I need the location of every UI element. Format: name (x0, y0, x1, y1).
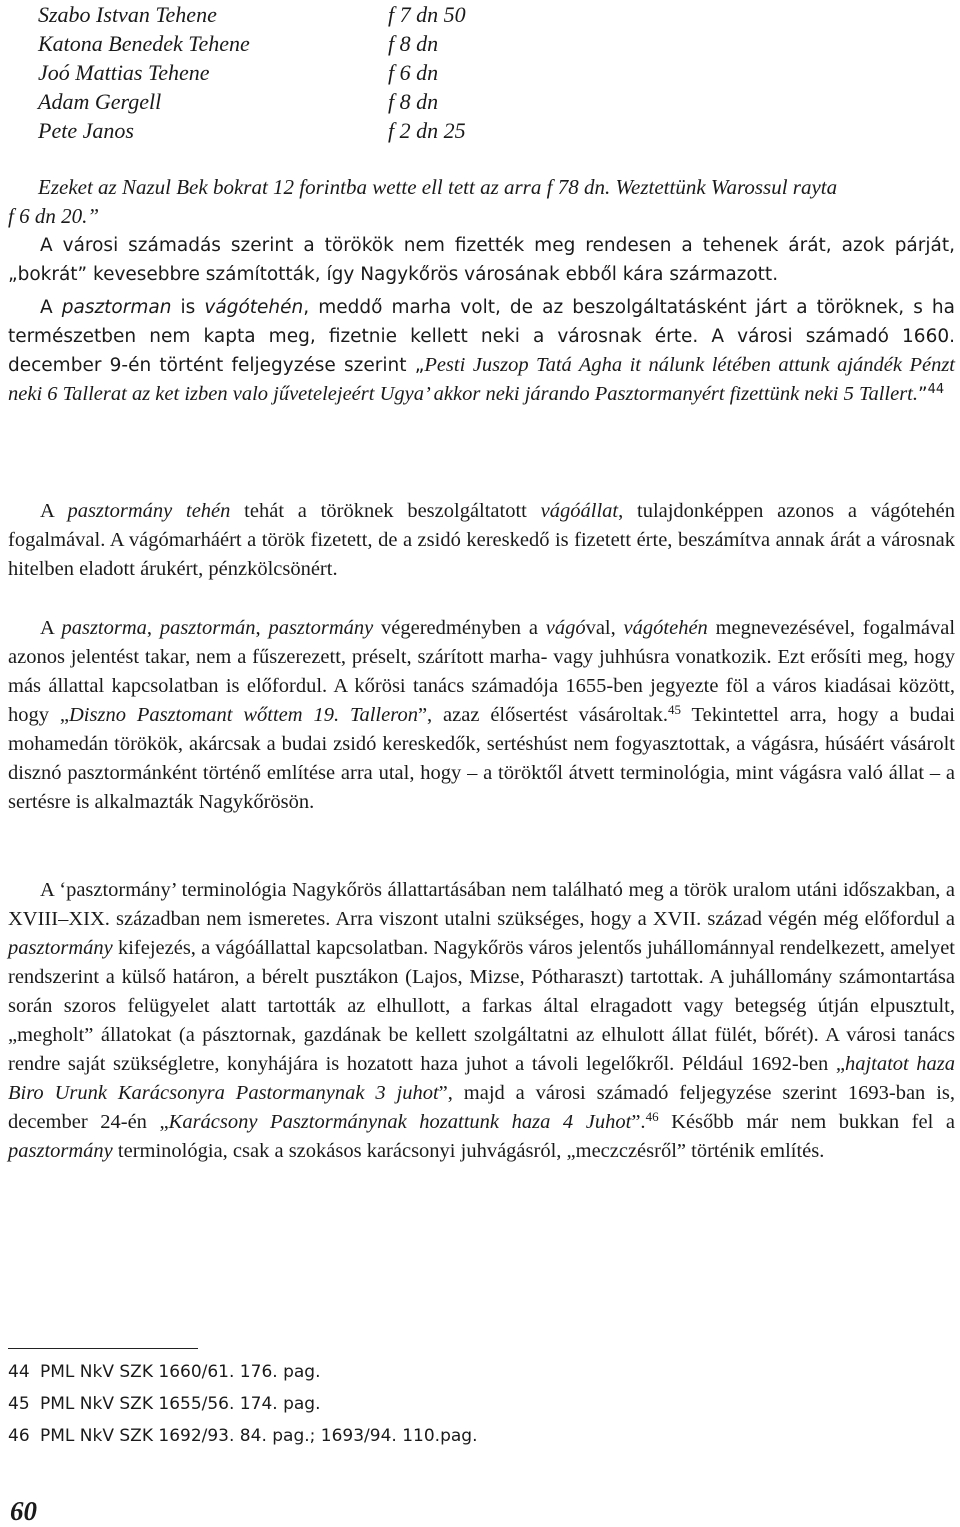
quote-paragraph (38, 173, 955, 202)
italic-quote: Karácsony Pasztormánynak hozattunk haza 4 Juhot (168, 1111, 632, 1133)
text-run: , (255, 617, 269, 639)
footnote-text: PML NkV SZK 1660/61. 176. pag. (40, 1362, 321, 1382)
quote-paragraph-end (8, 202, 955, 231)
footnote-text: PML NkV SZK 1655/56. 174. pag. (40, 1394, 321, 1414)
text-run: val, (585, 617, 624, 639)
paragraph-text: A városi számadás szerint a törökök nem fizették meg rendesen a tehenek árát, azok párját, „bokrát” kevesebbre számították, így Nagykőrös városának ebből kára származott. (8, 235, 955, 285)
italic-term: vágó (545, 617, 586, 639)
text-run: A (40, 297, 62, 318)
footnote-text: PML NkV SZK 1692/93. 84. pag.; 1693/94. 110.pag. (40, 1426, 478, 1446)
italic-term: pasztormány (8, 937, 113, 959)
ledger-row (38, 58, 738, 87)
paragraph (8, 497, 955, 584)
italic-term: vágótehén (204, 297, 304, 318)
italic-term: pasztorma (61, 617, 147, 639)
text-run: ”, majd a városi számadó feljegyzése szerint 1693-ban is, december 24-én „ (8, 1082, 955, 1133)
footnote (8, 1361, 320, 1383)
text-run: is (171, 297, 205, 318)
italic-term: pasztormán (159, 617, 256, 639)
text-run: megnevezésével, fogalmával azonos jelentést takar, nem a fűszerezett, préselt, szárított marha- vagy juhhúsra vonatkozik. Ezt erősíti meg, hogy más állattal kapcsolatban is előfordul. A kőrösi tanács számadója 1655-ben jegyezte föl a város kiadásai között, hogy „ (8, 617, 956, 726)
text-run: A ‘pasztormány’ terminológia Nagykőrös állattartásában nem található meg a török uralom utáni időszakban, a XVIII–XIX. században nem ismeretes. Arra viszont utalni szükséges, hogy a XVII. század végén még előfordul a (8, 879, 955, 930)
footnote-ref[interactable]: 44 (927, 382, 945, 397)
text-run: A (40, 617, 62, 639)
ledger-amount: f 2 dn 25 (388, 118, 466, 143)
footnote-ref[interactable]: 45 (668, 702, 681, 717)
footnote (8, 1425, 477, 1447)
ledger-name: Joó Mattias Tehene (38, 60, 210, 85)
footnote (8, 1393, 320, 1415)
italic-quote: Pesti Juszop Tatá Agha it nálunk létében attunk ajándék Pénzt neki 6 Tallerat az ket izben valo jűvetelejeért Ugya’ akkor neki járando Pasztormanyért fizettünk neki 5 Tallert. (8, 354, 955, 405)
text-run: ”. (631, 1111, 646, 1133)
italic-term: vágótehén (623, 617, 708, 639)
ledger-row (38, 29, 738, 58)
footnote-number: 44 (8, 1362, 30, 1382)
italic-quote: hajtatot haza Biro Urunk Karácsonyra Pastormanynak 3 juhot (8, 1053, 955, 1104)
text-run: Később már nem bukkan fel a (658, 1111, 955, 1133)
ledger-amount: f 8 dn (388, 89, 439, 114)
paragraph (8, 876, 955, 1166)
page-number: 60 (10, 1496, 37, 1526)
ledger-name: Pete Janos (38, 118, 134, 143)
ledger-row (38, 0, 738, 29)
ledger-name: Szabo Istvan Tehene (38, 2, 217, 27)
paragraph (8, 614, 955, 817)
quote-line: Ezeket az Nazul Bek bokrat 12 forintba wette ell tett az arra f 78 dn. Weztettünk Warossul rayta (38, 175, 838, 199)
footnote-number: 45 (8, 1394, 30, 1414)
text-run: terminológia, csak a szokásos karácsonyi juhvágásról, „meczczésről” történik említés. (112, 1140, 825, 1162)
text-run: , meddő marha volt, de az beszolgáltatásként járt a töröknek, s ha természetben nem kapta meg, fizetnie kellett neki a városnak érte. A városi számadó 1660. december 9-én történt feljegyzése szerint „ (8, 297, 955, 376)
italic-term: pasztormány (268, 617, 374, 639)
footnote-divider (8, 1348, 198, 1349)
text-run: ”, azaz élősertést vásároltak. (417, 704, 668, 726)
ledger-name: Adam Gergell (38, 89, 162, 114)
ledger-name: Katona Benedek Tehene (38, 31, 250, 56)
ledger-amount: f 7 dn 50 (388, 2, 466, 27)
italic-quote: Diszno Pasztomant wőttem 19. Talleron (68, 704, 418, 726)
paragraph (8, 231, 955, 289)
italic-term: pasztormány (8, 1140, 113, 1162)
ledger-amount: f 8 dn (388, 31, 439, 56)
ledger-row (38, 87, 738, 116)
text-run: , (146, 617, 160, 639)
text-run: , tulajdonképpen azonos a vágótehén fogalmával. A vágómarháért a török fizetett, de a zsidó kereskedő is fizetett érte, beszámítva annak árát a városnak hitelben eladott árukért, pénzkölcsönért. (8, 500, 955, 580)
text-run: tehát a töröknek beszolgáltatott (230, 500, 541, 522)
footnote-number: 46 (8, 1426, 30, 1446)
quote-line: f 6 dn 20.” (8, 204, 100, 228)
paragraph (8, 293, 955, 409)
text-run: végeredményben a (373, 617, 546, 639)
italic-term: vágóállat (540, 500, 619, 522)
text-run: ” (918, 384, 928, 405)
footnote-ref[interactable]: 46 (645, 1109, 659, 1124)
ledger-amount: f 6 dn (388, 60, 439, 85)
italic-term: pasztorman (61, 297, 172, 318)
text-run: kifejezés, a vágóállattal kapcsolatban. Nagykőrös város jelentős juhállománnyal rendelkezett, amelyet rendszerint a külső határon, a bérelt pusztákon (Lajos, Mizse, Pótharaszt) tartottak. A juhállomány számontartása során szoros felügyelet alatt tartották az elhullott, a farkas által elragadott vagy betegség útján elpusztult, „megholt” állatokat (a pásztornak, gazdának be kellett szolgáltatni az elhulott állat fülét, bőrét). A városi tanács rendre saját szükségletre, konyhájára is hozatott haza juhot a távoli legelőkről. Például 1692-ben „ (8, 937, 955, 1075)
italic-term: pasztormány tehén (67, 500, 231, 522)
ledger-row (38, 116, 738, 145)
text-run: Tekintettel arra, hogy a budai mohamedán törökök, akárcsak a budai zsidó kereskedők, sertéshúst nem fogyasztottak, a vágásra, húsáért vásárolt disznó pasztormánként történő említése arra utal, hogy – a töröktől átvett terminológia, mint vágásra való állat – a sertésre is alkalmazták Nagykőrösön. (8, 704, 956, 813)
ledger-list (38, 0, 738, 145)
text-run: A (40, 500, 68, 522)
